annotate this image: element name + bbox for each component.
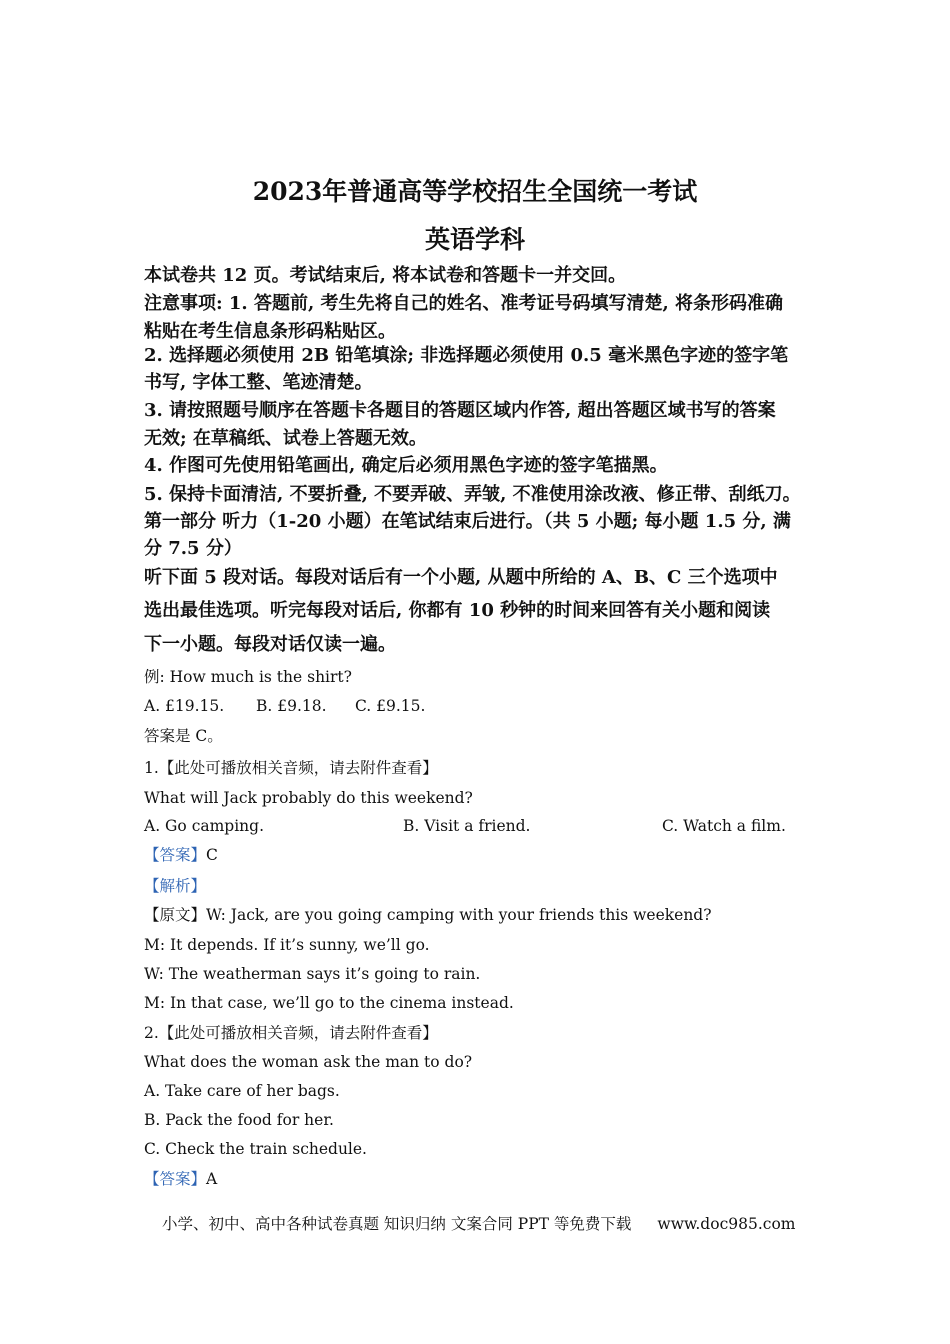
question-2-heading (144, 1023, 438, 1043)
example-answer: 答案是 C。 (144, 727, 223, 745)
exam-title: 2023年普通高等学校招生全国统一考试 (252, 177, 698, 206)
question-number: 1. (144, 759, 159, 777)
option-c: C. Check the train schedule. (144, 1140, 367, 1158)
option-b: B. Pack the food for her. (144, 1111, 334, 1129)
example-question: 例: How much is the shirt? (144, 668, 352, 686)
page-footer (162, 1212, 795, 1234)
question-1-heading (144, 758, 438, 778)
option-b: B. Visit a friend. (403, 817, 531, 835)
original-tag: 【原文】 (144, 906, 207, 924)
footer-link[interactable]: www.doc985.com (657, 1215, 796, 1233)
notes-line: 5. 保持卡面清洁, 不要折叠, 不要弄破、弄皱, 不准使用涂改液、修正带、刮纸刀。 (144, 484, 801, 505)
audio-note[interactable]: 【此处可播放相关音频，请去附件查看】 (158, 759, 438, 777)
notes-line: 2. 选择题必须使用 2B 铅笔填涂; 非选择题必须使用 0.5 毫米黑色字迹的签字笔 (144, 345, 789, 366)
instruction-line: 下一小题。每段对话仅读一遍。 (144, 634, 396, 655)
transcript-line: M: It depends. If it’s sunny, we’ll go. (144, 936, 430, 954)
section-heading: 第一部分 听力（1-20 小题）在笔试结束后进行。（共 5 小题; 每小题 1.5 分, 满 (144, 511, 791, 532)
answer-tag: 【答案】 (144, 1170, 207, 1188)
question-1-answer (144, 845, 218, 865)
notes-line: 无效; 在草稿纸、试卷上答题无效。 (144, 428, 427, 449)
transcript-text: W: Jack, are you going camping with your friends this weekend? (206, 906, 712, 924)
option-c: C. Watch a film. (662, 817, 786, 835)
footer-text: 小学、初中、高中各种试卷真题 知识归纳 文案合同 PPT 等免费下载 (162, 1215, 632, 1233)
notes-line: 4. 作图可先使用铅笔画出, 确定后必须用黑色字迹的签字笔描黑。 (144, 455, 668, 476)
option-a: A. Go camping. (144, 817, 265, 835)
question-2-text: What does the woman ask the man to do? (144, 1053, 473, 1071)
answer-value: A (206, 1170, 218, 1188)
notes-line: 书写, 字体工整、笔迹清楚。 (144, 372, 373, 393)
analysis-tag: 【解析】 (144, 877, 207, 895)
notes-line: 本试卷共 12 页。考试结束后, 将本试卷和答题卡一并交回。 (144, 265, 627, 286)
audio-note[interactable]: 【此处可播放相关音频，请去附件查看】 (158, 1024, 438, 1042)
instruction-line: 听下面 5 段对话。每段对话后有一个小题, 从题中所给的 A、B、C 三个选项中 (144, 567, 778, 588)
question-1-text: What will Jack probably do this weekend? (144, 789, 473, 807)
transcript-line: W: The weatherman says it’s going to rain. (144, 965, 481, 983)
answer-tag: 【答案】 (144, 846, 207, 864)
section-heading: 分 7.5 分） (144, 538, 242, 559)
question-number: 2. (144, 1024, 159, 1042)
answer-value: C (206, 846, 218, 864)
notes-line: 3. 请按照题号顺序在答题卡各题目的答题区域内作答, 超出答题区域书写的答案 (144, 400, 776, 421)
example-option: A. £19.15. (144, 697, 225, 715)
question-1-options (144, 816, 786, 836)
option-a: A. Take care of her bags. (144, 1082, 340, 1100)
question-2-answer (144, 1169, 217, 1189)
subject-title: 英语学科 (424, 225, 525, 254)
notes-line: 注意事项: 1. 答题前, 考生先将自己的姓名、准考证号码填写清楚, 将条形码准确 (144, 293, 784, 314)
example-option: B. £9.18. (256, 697, 327, 715)
example-option: C. £9.15. (355, 697, 426, 715)
instruction-line: 选出最佳选项。听完每段对话后, 你都有 10 秒钟的时间来回答有关小题和阅读 (144, 600, 771, 621)
transcript-line (144, 905, 712, 925)
notes-line: 粘贴在考生信息条形码粘贴区。 (144, 321, 396, 342)
example-options (144, 696, 425, 716)
transcript-line: M: In that case, we’ll go to the cinema instead. (144, 994, 514, 1012)
